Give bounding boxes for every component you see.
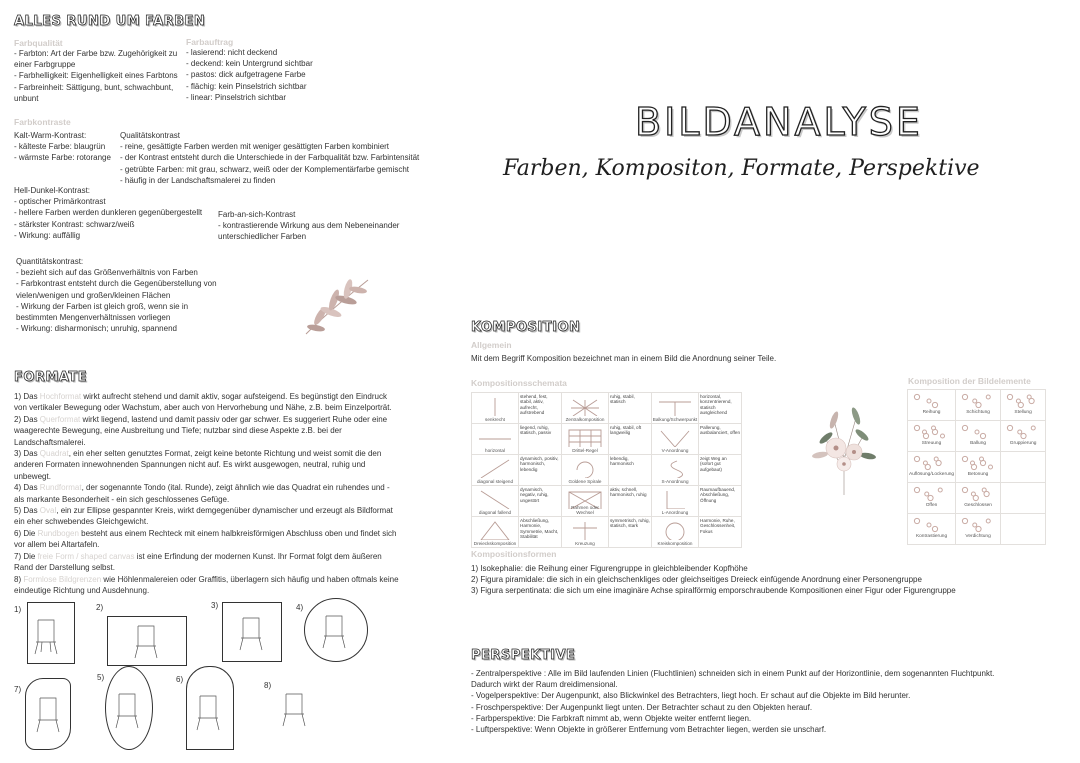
schema-row	[472, 393, 742, 424]
text-line: - reine, gesättigte Farben werden mit weniger gesättigten Farben kombiniert	[120, 142, 390, 152]
bildelement-cell	[1001, 390, 1046, 421]
schema-description: dynamisch, negativ, ruhig, ungestört	[519, 486, 562, 517]
bildelement-cell	[1001, 421, 1046, 452]
schema-description: lebendig, harmonisch	[609, 455, 652, 486]
bildelement-dots-icon	[909, 391, 951, 409]
section-title-komposition: KOMPOSITION	[471, 320, 581, 335]
bildelement-dots-icon	[957, 484, 999, 502]
farbqualitaet-lines	[14, 48, 189, 104]
bildelement-dots-icon	[1002, 391, 1044, 409]
schema-description: zeigt Weg an (sofort gut aufgebaut)	[699, 455, 742, 486]
schema-icon-cell	[472, 393, 519, 424]
bildelemente-row	[908, 514, 1046, 545]
schema-icon-cell	[562, 424, 609, 455]
schema-description: ruhig, stabil, oft langweilig	[609, 424, 652, 455]
text-line: - häufig in der Landschaftsmalerei zu finden	[120, 175, 276, 185]
farbauftrag-lines	[186, 47, 336, 103]
schema-label: L-Anordnung	[661, 510, 689, 515]
schema-shape-icon	[563, 518, 607, 540]
quantitaet-block	[16, 256, 236, 334]
schema-icon-cell	[652, 486, 699, 517]
text-line: - hellere Farben werden dunkleren gegenübergestellt	[14, 208, 203, 218]
bildelement-dots-icon	[957, 515, 999, 533]
figure-label: 1)	[14, 605, 22, 614]
text-line: - Wirkung: disharmonisch; unruhig, spannend	[16, 324, 177, 334]
bildelement-cell	[1001, 452, 1046, 483]
text-line: - deckend: kein Untergrund sichtbar	[186, 59, 313, 69]
text-line: - Froschperspektive: Der Augenpunkt liegt unten. Der Betrachter schaut zu den Objekten herauf.	[471, 702, 813, 712]
format-term: Formlose Bildgrenzen	[23, 574, 102, 584]
schema-icon-cell	[652, 424, 699, 455]
bildelement-dots-icon	[957, 391, 999, 409]
format-term: Quadrat	[39, 449, 69, 459]
farbauftrag-block	[186, 37, 336, 103]
hell-dunkel-title: Hell-Dunkel-Kontrast:	[14, 186, 91, 195]
farbe-an-sich-title: Farb-an-sich-Kontrast	[218, 210, 296, 219]
format-term: Oval	[39, 506, 57, 516]
formate-paragraph: 4) Das Rundformat, der sogenannte Tondo (ital. Runde), zeigt ähnlich wie das Quadrat ein ruhendes und - als markante Besonderheit - ein sich geschlossenes Gefüge.	[14, 483, 390, 504]
schema-shape-icon	[473, 518, 517, 540]
bildelemente-row	[908, 421, 1046, 452]
schema-icon-cell	[562, 517, 609, 548]
qualitaet-lines	[120, 141, 420, 186]
bildelemente-row	[908, 483, 1046, 514]
schema-shape-icon	[653, 487, 697, 509]
formate-paragraph: 1) Das Hochformat wirkt aufrecht stehend und damit aktiv, sogar aufsteigend. Es begünstigt den Eindruck von vertikaler Bewegung oder Wachstum, aber auch von Hervorhebung und Nähe, z.B. beim Einzelporträt.	[14, 392, 392, 413]
allgemein-text: Mit dem Begriff Komposition bezeichnet man in einem Bild die Anordnung seiner Teile.	[471, 354, 777, 363]
schema-row	[472, 424, 742, 455]
text-line: unterschiedlicher Farben	[218, 232, 307, 242]
farbauftrag-heading: Farbauftrag	[186, 37, 234, 47]
schema-icon-cell	[472, 517, 519, 548]
formate-paragraph: 7) Die freie Form / shaped canvas ist eine Erfindung der modernen Kunst. Ihr Format folgt dem äußeren Rand der Darstellung selbst.	[14, 551, 382, 573]
figure-label: 4)	[296, 603, 304, 612]
schema-shape-icon	[563, 425, 607, 447]
bildelement-label: Reihung	[922, 410, 941, 415]
bildelement-label: Offen	[925, 503, 938, 508]
formate-paragraph: 8) Formlose Bildgrenzen wie Höhlenmalereien oder Graffitis, überlagern sich häufig und haben oftmals keine eindeutige Richtung und Ausdehnung.	[14, 574, 399, 595]
schema-shape-icon	[653, 456, 697, 478]
schema-description: liegend, ruhig, statisch, passiv	[519, 424, 562, 455]
schema-label: V-Anordnung	[661, 448, 689, 453]
bildelement-cell	[956, 514, 1001, 545]
main-title: BILDANALYSE	[635, 100, 923, 144]
figure-label: 3)	[211, 601, 219, 610]
bildelement-dots-icon	[957, 422, 999, 440]
schema-icon-cell	[472, 486, 519, 517]
schema-label: diagonal fallend	[478, 510, 512, 515]
schema-row	[472, 486, 742, 517]
schema-label: diagonal steigend	[476, 479, 513, 484]
schema-label: Rahmen oder Wechsel	[571, 505, 599, 515]
bildelement-dots-icon	[909, 422, 951, 440]
schema-label: Goldene Spirale	[568, 479, 602, 484]
bildelement-cell	[1001, 514, 1046, 545]
text-line: vielen/wenigen und großen/kleinen Flächen	[16, 290, 171, 300]
hell-dunkel-lines	[14, 196, 224, 241]
bildelement-label: Geschlossen	[964, 503, 992, 508]
text-line: einer Farbgruppe	[14, 60, 76, 70]
hell-dunkel-block	[14, 185, 224, 241]
formate-paragraph: 3) Das Quadrat, ein eher selten genutztes Format, zeigt keine betonte Richtung und weist somit die den anderen Formaten innewohnenden Spannungen nicht auf. Es wirkt ausgewogen, neutral, ruhig und unbewegt.	[14, 449, 382, 481]
text-line: - bezieht sich auf das Größenverhältnis von Farben	[16, 268, 198, 278]
bildelemente-row	[908, 390, 1046, 421]
bildelement-dots-icon	[909, 515, 951, 533]
format-term: freie Form / shaped canvas	[37, 551, 135, 561]
schema-icon-cell	[652, 517, 699, 548]
schema-label: horizontal	[485, 448, 505, 453]
schema-label: Kreuzung	[575, 541, 595, 546]
kompositionsschemata-table	[471, 392, 742, 548]
text-line: - pastos: dick aufgetragene Farbe	[186, 70, 306, 80]
schema-shape-icon	[563, 456, 607, 478]
text-line: - Farbton: Art der Farbe bzw. Zugehörigkeit zu	[14, 49, 178, 58]
formen-heading: Kompositionsformen	[471, 549, 557, 559]
bildelemente-table	[907, 389, 1046, 545]
text-line: - kontrastierende Wirkung aus dem Nebeneinander	[218, 221, 400, 231]
bildelement-dots-icon	[909, 484, 951, 502]
schema-shape-icon	[473, 487, 517, 509]
schema-label: senkrecht	[485, 417, 505, 422]
farbe-an-sich-block	[218, 209, 418, 243]
bildelement-label: Gruppierung	[1009, 441, 1037, 446]
bildelement-cell	[908, 514, 956, 545]
schema-shape-icon	[653, 394, 697, 416]
schema-description: Pallerung, ausbalanciert, offen	[699, 424, 742, 455]
quantitaet-lines	[16, 267, 236, 334]
formate-paragraphs	[14, 391, 399, 596]
text-line: - kälteste Farbe: blaugrün	[14, 142, 106, 152]
kalt-warm-title: Kalt-Warm-Kontrast:	[14, 131, 87, 140]
text-line: - Wirkung der Farben ist gleich groß, wenn sie in	[16, 301, 189, 311]
text-line: - der Kontrast entsteht durch die Unterschiede in der Farbqualität bzw. Farbintensität	[120, 153, 420, 163]
schema-icon-cell	[652, 455, 699, 486]
schema-shape-icon	[473, 394, 517, 416]
qualitaet-block	[120, 130, 420, 186]
schema-icon-cell	[562, 486, 609, 517]
schema-description: dynamisch, positiv, harmonisch, lebendig	[519, 455, 562, 486]
bildelement-dots-icon	[909, 453, 951, 471]
text-line: 3) Figura serpentinata: die sich um eine imaginäre Achse spiralförmig emporschraubende Kompositionen einer Figur oder Figurengruppe	[471, 586, 956, 596]
bildelement-label: Verdichtung	[965, 534, 991, 539]
schema-row	[472, 517, 742, 548]
format-term: Querformat	[39, 414, 81, 424]
chair-sketch-icon	[0, 598, 460, 763]
farbqualitaet-block	[14, 38, 189, 104]
bildelement-label: Schichtung	[966, 410, 990, 415]
section-title-farben: ALLES RUND UM FARBEN	[14, 14, 206, 29]
bildelement-cell	[956, 483, 1001, 514]
schema-icon-cell	[472, 424, 519, 455]
format-term: Rundbogen	[37, 528, 79, 538]
format-term: Rundformat	[39, 483, 82, 493]
text-line: - Farbperspektive: Die Farbkraft nimmt ab, wenn Objekte weiter entfernt liegen.	[471, 713, 752, 723]
perspektive-list	[471, 668, 1051, 735]
farbqualitaet-heading: Farbqualität	[14, 38, 63, 48]
figure-label: 2)	[96, 603, 104, 612]
bildelement-cell	[1001, 483, 1046, 514]
bildelement-label: Stellung	[1014, 410, 1032, 415]
bildelement-label: Streuung	[921, 441, 942, 446]
farbkontraste-heading: Farbkontraste	[14, 117, 71, 127]
text-line: - lasierend: nicht deckend	[186, 48, 278, 57]
text-line: unbunt	[14, 93, 39, 103]
schema-description: Abschließung, Harmonie, Symmetrie, Macht, Stabilität	[519, 517, 562, 548]
qualitaet-title: Qualitätskontrast	[120, 131, 181, 140]
bildelement-label: Ballung	[970, 441, 987, 446]
text-line: - Zentralperspektive : Alle im Bild laufenden Linien (Fluchtlinien) schneiden sich in einem Punkt auf der Horizontlinie, dem sogenannten Fluchtpunkt.	[471, 669, 995, 678]
schema-label: Zentralkomposition	[565, 417, 605, 422]
text-line: - linear: Pinselstrich sichtbar	[186, 92, 287, 102]
schema-label: Drittel-Regel	[572, 448, 598, 453]
quantitaet-title: Quantitätskontrast:	[16, 257, 84, 266]
schema-description: stehend, fest, stabil, aktiv, aufrecht, aufstrebend	[519, 393, 562, 424]
leaf-branch-icon	[298, 272, 378, 342]
schema-shape-icon	[473, 425, 517, 447]
text-line: - Farbkontrast entsteht durch die Gegenüberstellung von	[16, 279, 217, 289]
schema-icon-cell	[652, 393, 699, 424]
text-line: 2) Figura piramidale: die sich in ein gleichschenkliges oder gleichseitiges Dreieck einfügende Anordnung einer Personengruppe	[471, 575, 922, 585]
text-line: - Farbhelligkeit: Eigenhelligkeit eines Farbtons	[14, 71, 178, 81]
format-term: Hochformat	[39, 392, 82, 401]
bildelement-cell	[908, 390, 956, 421]
schema-label: Balkung/Schwerpunkt	[652, 417, 698, 422]
text-line: bestimmten Mengenverhältnissen vorliegen	[16, 313, 171, 323]
schema-shape-icon	[653, 425, 697, 447]
schema-description: symmetrisch, ruhig, statisch, stark	[609, 517, 652, 548]
text-line: - flächig: kein Pinselstrich sichtbar	[186, 81, 307, 91]
flower-bouquet-icon	[812, 400, 876, 500]
schemata-heading: Kompositionsschemata	[471, 378, 567, 388]
text-line: - Luftperspektive: Wenn Objekte in größerer Entfernung vom Betrachter liegen, werden sie unscharf.	[471, 725, 827, 735]
figure-label: 5)	[97, 673, 105, 682]
figure-label: 8)	[264, 681, 272, 690]
text-line: - stärkster Kontrast: schwarz/weiß	[14, 219, 135, 229]
schema-label: Kreiskomposition	[657, 541, 693, 546]
schema-shape-icon	[473, 456, 517, 478]
bildelemente-row	[908, 452, 1046, 483]
text-line: - optischer Primärkontrast	[14, 197, 106, 207]
text-line: - Vogelperspektive: Der Augenpunkt, also Blickwinkel des Betrachters, liegt hoch. Er schaut auf die Objekte im Bild herunter.	[471, 691, 911, 701]
figure-label: 7)	[14, 685, 22, 694]
schema-icon-cell	[562, 393, 609, 424]
schema-description: Harmonie, Ruhe, Geschlossenheit, Fokus	[699, 517, 742, 548]
bildelement-label: Betonung	[967, 472, 989, 477]
formate-paragraph: 2) Das Querformat wirkt liegend, lastend und damit passiv oder gar schwer. Es suggeriert Ruhe oder eine waagerechte Bewegung, eine Ausbreitung und Tiefe; nutzbar sind diese Aspekte z.B. bei der Landschaftsmalerei.	[14, 414, 388, 447]
text-line: - Farbreinheit: Sättigung, bunt, schwachbunt,	[14, 82, 174, 92]
figure-label: 6)	[176, 675, 184, 684]
bildelement-label: Kontrastierung	[915, 534, 948, 539]
formate-paragraph: 5) Das Oval, ein zur Ellipse gespannter Kreis, wirkt demgegenüber dynamischer und erzeugt als Bildformat ein eher schwebendes Gleichgewicht.	[14, 506, 393, 527]
text-line: - getrübte Farben: mit grau, schwarz, weiß oder der Komplementärfarbe gemischt	[120, 164, 410, 174]
main-subtitle: Farben, Kompositon, Formate, Perspektive	[503, 156, 980, 181]
allgemein-heading: Allgemein	[471, 340, 512, 350]
bildelement-cell	[908, 452, 956, 483]
farbe-an-sich-lines	[218, 220, 418, 242]
schema-description: ruhig, stabil, statisch	[609, 393, 652, 424]
bildelement-cell	[956, 421, 1001, 452]
schema-icon-cell	[562, 455, 609, 486]
bildelement-cell	[908, 483, 956, 514]
schema-description: Raumaufbauend, Abschließung, Öffnung	[699, 486, 742, 517]
text-line: 1) Isokephalie: die Reihung einer Figurengruppe in gleichbleibender Kopfhöhe	[471, 564, 748, 573]
format-figures	[0, 598, 460, 763]
section-title-perspektive: PERSPEKTIVE	[471, 648, 576, 663]
text-line: - Wirkung: auffällig	[14, 230, 81, 240]
bildelement-cell	[956, 390, 1001, 421]
bildelement-cell	[956, 452, 1001, 483]
schema-icon-cell	[472, 455, 519, 486]
kalt-warm-block	[14, 130, 124, 164]
schema-description: horizontal, konzentrierend, statisch ausgleichend	[699, 393, 742, 424]
text-line: Dadurch wirkt der Raum dreidimensional.	[471, 680, 618, 690]
kalt-warm-lines	[14, 141, 124, 163]
bildelement-dots-icon	[957, 453, 999, 471]
text-line: - wärmste Farbe: rotorange	[14, 153, 111, 163]
bildelement-dots-icon	[1002, 422, 1044, 440]
schema-label: S-Anordnung	[661, 479, 689, 484]
section-title-formate: FORMATE	[14, 370, 88, 385]
schema-description: aktiv, schnell, harmonisch, ruhig	[609, 486, 652, 517]
schema-row	[472, 455, 742, 486]
schema-label: Dreieckskomposition	[473, 541, 517, 546]
bildelemente-heading: Komposition der Bildelemente	[908, 376, 1031, 386]
formate-paragraph: 6) Die Rundbogen besteht aus einem Rechteck mit einem halbkreisförmigen Abschluss oben und findet sich vor allem bei Altartafeln.	[14, 528, 397, 550]
schema-shape-icon	[563, 394, 607, 416]
bildelement-cell	[908, 421, 956, 452]
schema-shape-icon	[653, 518, 697, 540]
bildelement-label: Auflösung/Lockerung	[909, 472, 955, 477]
formen-list	[471, 563, 1031, 597]
